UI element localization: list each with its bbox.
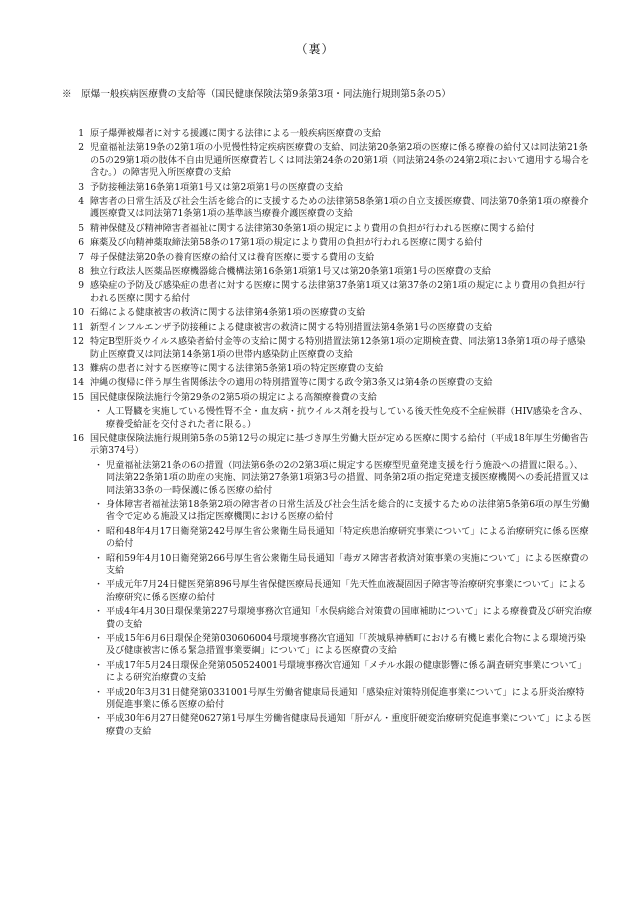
bullet-icon: ・ <box>94 499 104 510</box>
list-subitem <box>0 633 630 658</box>
item-number: 15 <box>72 392 84 403</box>
item-text: 原子爆弾被爆者に対する援護に関する法律による一般疾病医療費の支給 <box>90 129 382 139</box>
item-number: 2 <box>78 143 84 154</box>
item-number: 10 <box>72 308 84 319</box>
provision-list <box>0 128 630 740</box>
item-number: 7 <box>78 252 84 263</box>
item-text: 国民健康保険法施行規則第5条の5第12号の規定に基づき厚生労働大臣が定める医療に関する給付（平成18年厚生労働省告示第374号） <box>90 433 589 457</box>
item-text: 母子保健法第20条の養育医療の給付又は養育医療に要する費用の支給 <box>90 252 375 263</box>
item-number: 14 <box>72 378 84 389</box>
item-text: 昭和59年4月10日衛発第266号厚生省公衆衛生局長通知「毒ガス障害者救済対策事業の実施について」による医療費の支給 <box>106 553 589 576</box>
list-item <box>0 307 630 319</box>
item-text: 難病の患者に対する医療等に関する法律第5条第1項の特定医療費の支給 <box>90 363 384 374</box>
list-item <box>0 223 630 235</box>
item-number: 9 <box>78 281 84 292</box>
list-item <box>0 433 630 458</box>
bullet-icon: ・ <box>94 407 104 418</box>
list-subitem <box>0 687 630 712</box>
item-number: 11 <box>72 322 84 333</box>
list-subitem <box>0 460 630 497</box>
item-text: 沖縄の復帰に伴う厚生省関係法令の適用の特別措置等に関する政令第3条又は第4条の医療費の支給 <box>90 378 493 389</box>
item-number: 6 <box>78 238 84 249</box>
item-text: 精神保健及び精神障害者福祉に関する法律第30条第1項の規定により費用の負担が行われる医療に関する給付 <box>90 223 535 234</box>
list-subitem <box>0 606 630 631</box>
list-subitem <box>0 406 630 431</box>
list-item <box>0 252 630 264</box>
list-item <box>0 142 630 179</box>
section-heading: ※ 原爆一般疾病医療費の支給等（国民健康保険法第9条第3項・同法施行規則第5条の5） <box>62 89 451 100</box>
item-text: 独立行政法人医薬品医療機器総合機構法第16条第1項第1号又は第20条第1項第1号の医療費の支給 <box>90 267 491 278</box>
list-subitem <box>0 660 630 685</box>
item-number: 4 <box>78 197 84 208</box>
bullet-icon: ・ <box>94 607 104 618</box>
item-text: 国民健康保険法施行令第29条の2第5項の規定による高額療養費の支給 <box>90 392 377 403</box>
item-text: 新型インフルエンザ予防接種による健康被害の救済に関する特別措置法第4条第1号の医療費の支給 <box>90 322 493 333</box>
bullet-icon: ・ <box>94 526 104 537</box>
item-text: 身体障害者福祉法第18条第2項の障害者の日常生活及び社会生活を総合的に支援するための法律第5条第6項の厚生労働省令で定める施設又は指定医療機関における医療の給付 <box>106 499 590 523</box>
list-item <box>0 392 630 404</box>
list-subitem <box>0 579 630 604</box>
bullet-icon: ・ <box>94 460 104 471</box>
list-item <box>0 237 630 249</box>
list-item <box>0 128 630 140</box>
item-number: 8 <box>78 267 84 278</box>
list-item <box>0 280 630 305</box>
list-item <box>0 182 630 194</box>
item-text: 児童福祉法第19条の2第1項の小児慢性特定疾病医療費の支給、同法第20条第2項の医療に係る療養の給付又は同法第21条の5の29第1項の肢体不自由児通所医療費若しくは同法第24条の20第1項（同法第24条の24第2項において適用する場合を含む。）の障害児入所医療費の支給 <box>90 143 590 179</box>
item-text: 麻薬及び向精神薬取締法第58条の17第1項の規定により費用の負担が行われる医療に関する給付 <box>90 238 483 249</box>
bullet-icon: ・ <box>94 660 104 671</box>
item-text: 人工腎臓を実施している慢性腎不全・血友病・抗ウイルス剤を投与している後天性免疫不全症候群（HIV感染を含み、療養受給証を交付された者に限る。） <box>106 407 588 430</box>
bullet-icon: ・ <box>94 580 104 591</box>
item-text: 平成30年6月27日健発0627第1号厚生労働省健康局長通知「肝がん・重度肝硬変治療研究促進事業について」による医療費の支給 <box>106 714 592 737</box>
bullet-icon: ・ <box>94 634 104 645</box>
item-text: 平成元年7月24日健医発第896号厚生省保健医療局長通知「先天性血液凝固因子障害等治療研究事業について」による治療研究に係る医療の給付 <box>106 580 587 603</box>
item-text: 予防接種法第16条第1項第1号又は第2項第1号の医療費の支給 <box>90 182 343 193</box>
bullet-icon: ・ <box>94 553 104 564</box>
item-text: 平成20年3月31日健発第0331001号厚生労働省健康局長通知「感染症対策特別促進事業について」による肝炎治療特別促進事業に係る医療の給付 <box>106 687 585 711</box>
item-text: 障害者の日常生活及び社会生活を総合的に支援するための法律第58条第1項の自立支援医療費、同法第70条第1項の療養介護医療費又は同法第71条第1項の基準該当療養介護医療費の支給 <box>90 197 589 220</box>
item-number: 13 <box>72 363 84 374</box>
list-item <box>0 322 630 334</box>
list-subitem <box>0 526 630 551</box>
item-number: 5 <box>78 223 84 234</box>
item-number: 12 <box>72 337 84 348</box>
item-number: 3 <box>78 182 84 193</box>
bullet-icon: ・ <box>94 714 104 725</box>
item-text: 平成4年4月30日環保業第227号環境事務次官通知「水俣病総合対策費の国庫補助について」による療養費及び研究治療費の支給 <box>106 607 592 630</box>
item-text: 特定B型肝炎ウイルス感染者給付金等の支給に関する特別措置法第12条第1項の定期検査費、同法第13条第1項の母子感染防止医療費又は同法第14条第1項の世帯内感染防止医療費の支給 <box>90 337 586 360</box>
item-text: 児童福祉法第21条の6の措置（同法第6条の2の2第3項に規定する医療型児童発達支援を行う施設への措置に限る。）、同法第22条第1項の助産の実施、同法第27条第1項第3号の措置、同条第2項の指定発達支援医療機関への委託措置又は同法第33条の一時保護に係る医療の給付 <box>106 460 589 496</box>
list-subitem <box>0 499 630 524</box>
item-text: 感染症の予防及び感染症の患者に対する医療に関する法律第37条第1項又は第37条の2第1項の規定により費用の負担が行われる医療に関する給付 <box>90 281 586 304</box>
list-item <box>0 196 630 221</box>
item-text: 石綿による健康被害の救済に関する法律第4条第1項の医療費の支給 <box>90 308 366 319</box>
bullet-icon: ・ <box>94 687 104 698</box>
item-number: 16 <box>72 433 84 444</box>
item-text: 平成17年5月24日環保企発第050524001号環境事務次官通知「メチル水銀の健康影響に係る調査研究事業について」による研究治療費の支給 <box>106 660 587 684</box>
item-number: 1 <box>78 129 84 139</box>
item-text: 昭和48年4月17日衛発第242号厚生省公衆衛生局長通知「特定疾患治療研究事業について」による治療研究に係る医療の給付 <box>106 526 589 550</box>
list-item <box>0 266 630 278</box>
list-subitem <box>0 553 630 578</box>
list-subitem <box>0 713 630 738</box>
item-text: 平成15年6月6日環保企発第030606004号環境事務次官通知「「茨城県神栖町における有機ヒ素化合物による環境汚染及び健康被害に係る緊急措置事業要綱」について」による医療費の支給 <box>106 634 586 657</box>
list-item <box>0 336 630 361</box>
list-item <box>0 377 630 389</box>
list-item <box>0 363 630 375</box>
page-title: （裏） <box>295 42 335 56</box>
